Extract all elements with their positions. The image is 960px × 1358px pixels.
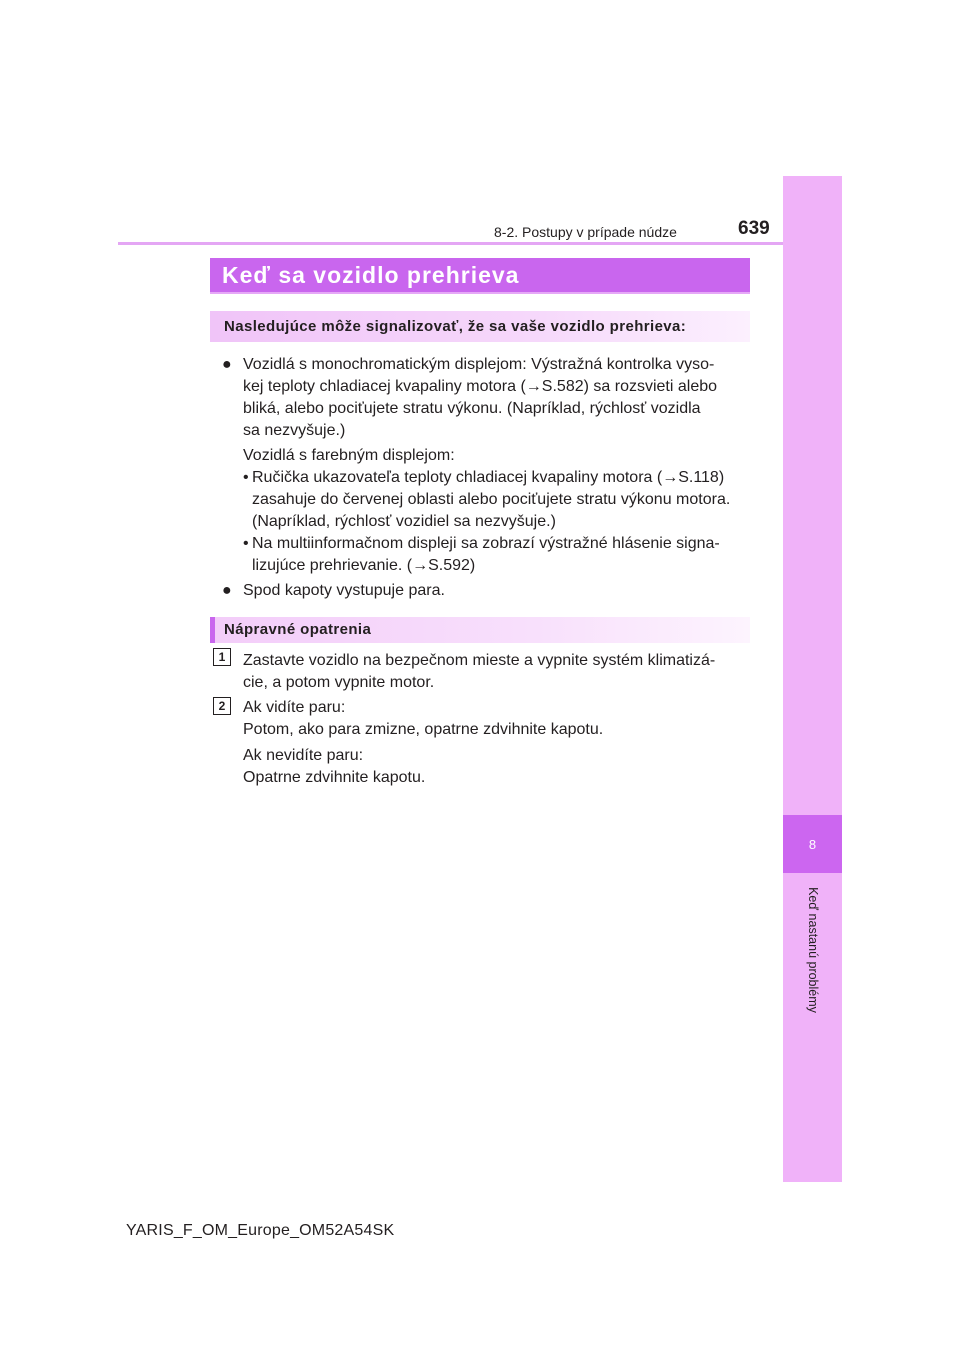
sub-list-line: Ručička ukazovateľa teploty chladiacej kvapaliny motora (→S.118) [252,469,725,486]
sub-list-line: (Napríklad, rýchlosť vozidiel sa nezvyšuje.) [252,513,556,530]
step-number-box: 2 [213,697,231,715]
chapter-number: 8 [808,836,817,852]
header-divider [118,242,783,245]
section-breadcrumb: 8-2. Postupy v prípade núdze [494,224,677,240]
page-title: Keď sa vozidlo prehrieva [222,262,520,288]
list-item-line: sa nezvyšuje.) [243,422,346,439]
remedy-heading: Nápravné opatrenia [224,621,372,638]
step-line: Zastavte vozidlo na bezpečnom mieste a vypnite systém klimatizá- [243,652,716,669]
chapter-sidebar [783,176,842,1182]
step-line: Opatrne zdvihnite kapotu. [243,769,426,786]
color-display-label: Vozidlá s farebným displejom: [243,447,455,464]
list-item [222,354,750,442]
sub-list-item [222,533,750,577]
list-item-text: Spod kapoty vystupuje para. [243,582,445,599]
list-item-line: Vozidlá s monochromatickým displejom: Výstražná kontrolka vyso- [243,356,715,373]
list-item [222,580,750,602]
chapter-title-vertical: Keď nastanú problémy [806,887,820,1013]
list-item-line: bliká, alebo pociťujete stratu výkonu. (Napríklad, rýchlosť vozidla [243,400,701,417]
warning-signs-heading: Nasledujúce môže signalizovať, že sa vaše vozidlo prehrieva: [224,318,687,335]
sub-list-line: zasahuje do červenej oblasti alebo pociťujete stratu výkonu motora. [252,491,731,508]
warning-signs-list [222,354,750,605]
step-line: Potom, ako para zmizne, opatrne zdvihnite kapotu. [243,721,604,738]
remedy-heading-bar [210,617,750,643]
document-footer-code: YARIS_F_OM_Europe_OM52A54SK [126,1222,395,1239]
step-2-text [243,697,750,789]
sub-list-line: lizujúce prehrievanie. (→S.592) [252,557,476,574]
sub-list-line: Na multiinformačnom displeji sa zobrazí výstražné hlásenie signa- [252,535,720,552]
step-1-text [243,650,750,694]
step-line: Ak vidíte paru: [243,699,346,716]
step-number-box: 1 [213,648,231,666]
dot-icon: • [243,535,249,552]
bullet-icon: ● [222,582,232,599]
step-line: Ak nevidíte paru: [243,747,364,764]
warning-signs-heading-bar [210,311,750,342]
page-title-bar [210,258,750,294]
page-number: 639 [738,218,770,239]
list-item-line: kej teploty chladiacej kvapaliny motora (→S.582) sa rozsvieti alebo [243,378,718,395]
dot-icon: • [243,469,249,486]
bullet-icon: ● [222,356,232,373]
step-line: cie, a potom vypnite motor. [243,674,435,691]
sub-list-item [222,467,750,533]
chapter-number-tab[interactable] [783,815,842,873]
